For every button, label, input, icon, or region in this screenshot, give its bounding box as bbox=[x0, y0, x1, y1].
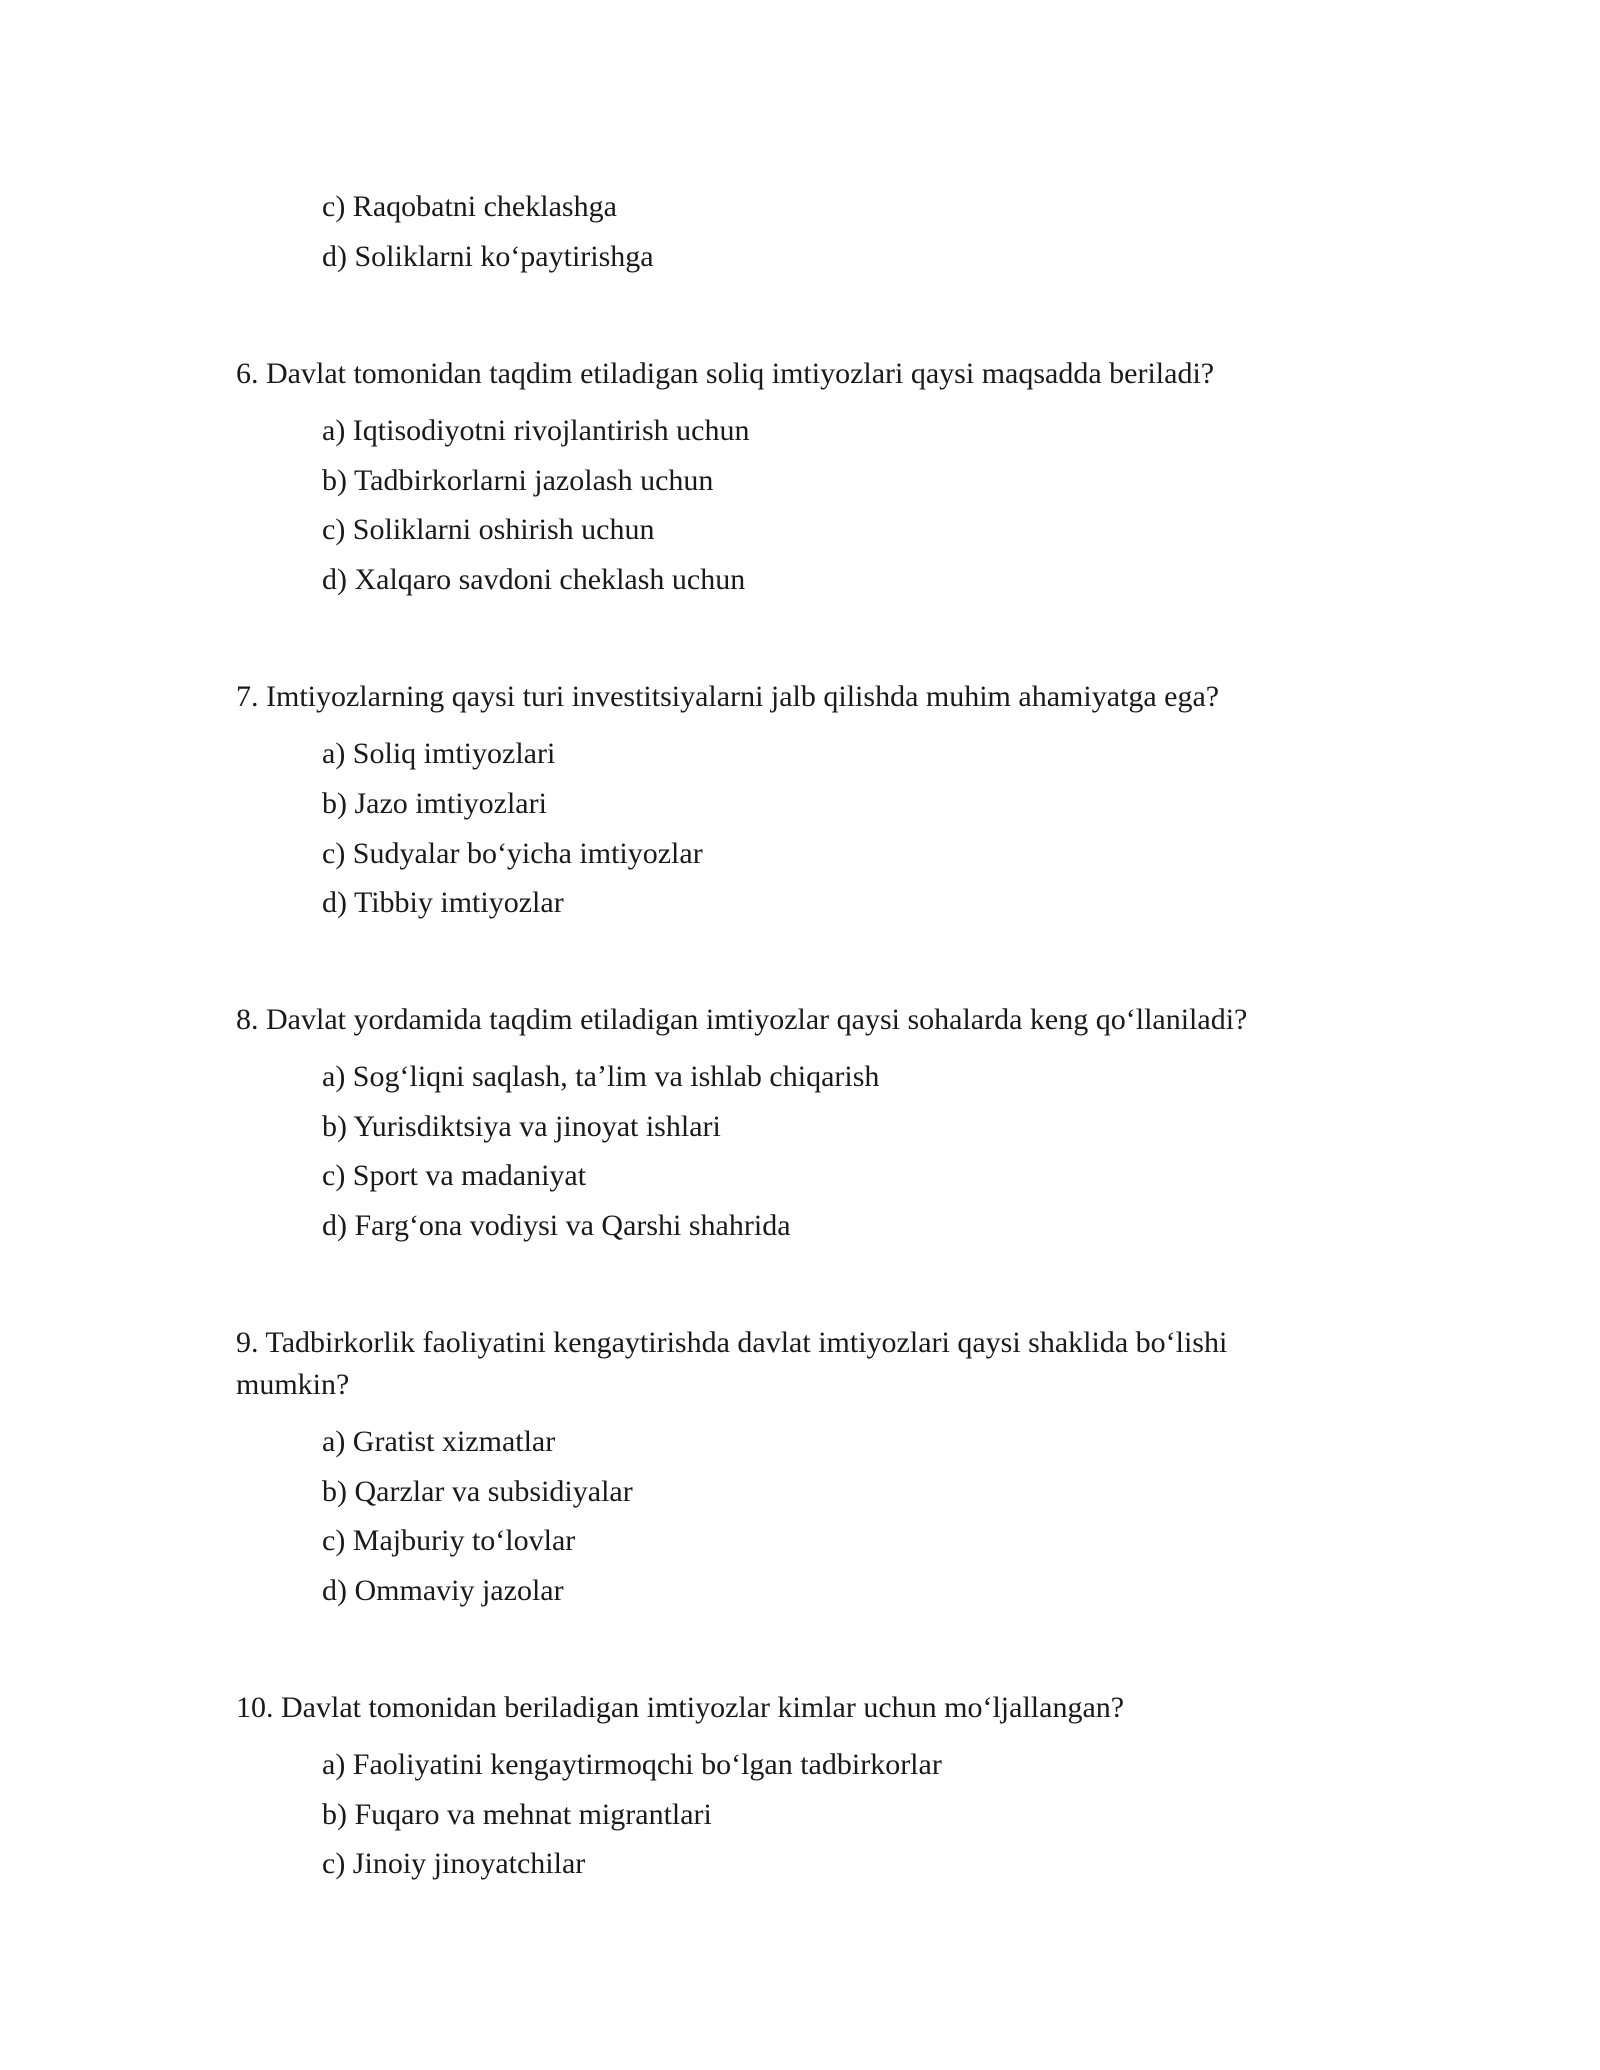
option-10b: b) Fuqaro va mehnat migrantlari bbox=[322, 1798, 712, 1831]
option-9b: b) Qarzlar va subsidiyalar bbox=[322, 1475, 633, 1508]
option-8b: b) Yurisdiktsiya va jinoyat ishlari bbox=[322, 1110, 721, 1143]
option-8d: d) Fargʻona vodiysi va Qarshi shahrida bbox=[322, 1209, 791, 1242]
option-8a: a) Sogʻliqni saqlash, taʼlim va ishlab chiqarish bbox=[322, 1060, 880, 1093]
option-7d: d) Tibbiy imtiyozlar bbox=[322, 886, 564, 919]
option-6c: c) Soliklarni oshirish uchun bbox=[322, 513, 655, 546]
option-10a: a) Faoliyatini kengaytirmoqchi boʻlgan tadbirkorlar bbox=[322, 1748, 942, 1781]
question-9-line-2: mumkin? bbox=[236, 1368, 350, 1401]
option-10c: c) Jinoiy jinoyatchilar bbox=[322, 1847, 586, 1880]
option-9d: d) Ommaviy jazolar bbox=[322, 1574, 564, 1607]
question-9-line-1: 9. Tadbirkorlik faoliyatini kengaytirishda davlat imtiyozlari qaysi shaklida boʻlishi bbox=[236, 1326, 1228, 1359]
option-7a: a) Soliq imtiyozlari bbox=[322, 737, 556, 770]
option-5d: d) Soliklarni koʻpaytirishga bbox=[322, 240, 654, 273]
option-5c: c) Raqobatni cheklashga bbox=[322, 190, 617, 223]
question-10: 10. Davlat tomonidan beriladigan imtiyozlar kimlar uchun moʻljallangan? bbox=[236, 1691, 1125, 1724]
option-7b: b) Jazo imtiyozlari bbox=[322, 787, 547, 820]
question-8: 8. Davlat yordamida taqdim etiladigan imtiyozlar qaysi sohalarda keng qoʻllaniladi? bbox=[236, 1003, 1248, 1036]
option-7c: c) Sudyalar boʻyicha imtiyozlar bbox=[322, 837, 703, 870]
question-6: 6. Davlat tomonidan taqdim etiladigan soliq imtiyozlari qaysi maqsadda beriladi? bbox=[236, 357, 1215, 390]
option-8c: c) Sport va madaniyat bbox=[322, 1159, 587, 1192]
question-7: 7. Imtiyozlarning qaysi turi investitsiyalarni jalb qilishda muhim ahamiyatga ega? bbox=[236, 680, 1220, 713]
option-6d: d) Xalqaro savdoni cheklash uchun bbox=[322, 563, 746, 596]
option-6b: b) Tadbirkorlarni jazolash uchun bbox=[322, 464, 714, 497]
option-9c: c) Majburiy toʻlovlar bbox=[322, 1524, 576, 1557]
option-6a: a) Iqtisodiyotni rivojlantirish uchun bbox=[322, 414, 750, 447]
option-9a: a) Gratist xizmatlar bbox=[322, 1425, 556, 1458]
